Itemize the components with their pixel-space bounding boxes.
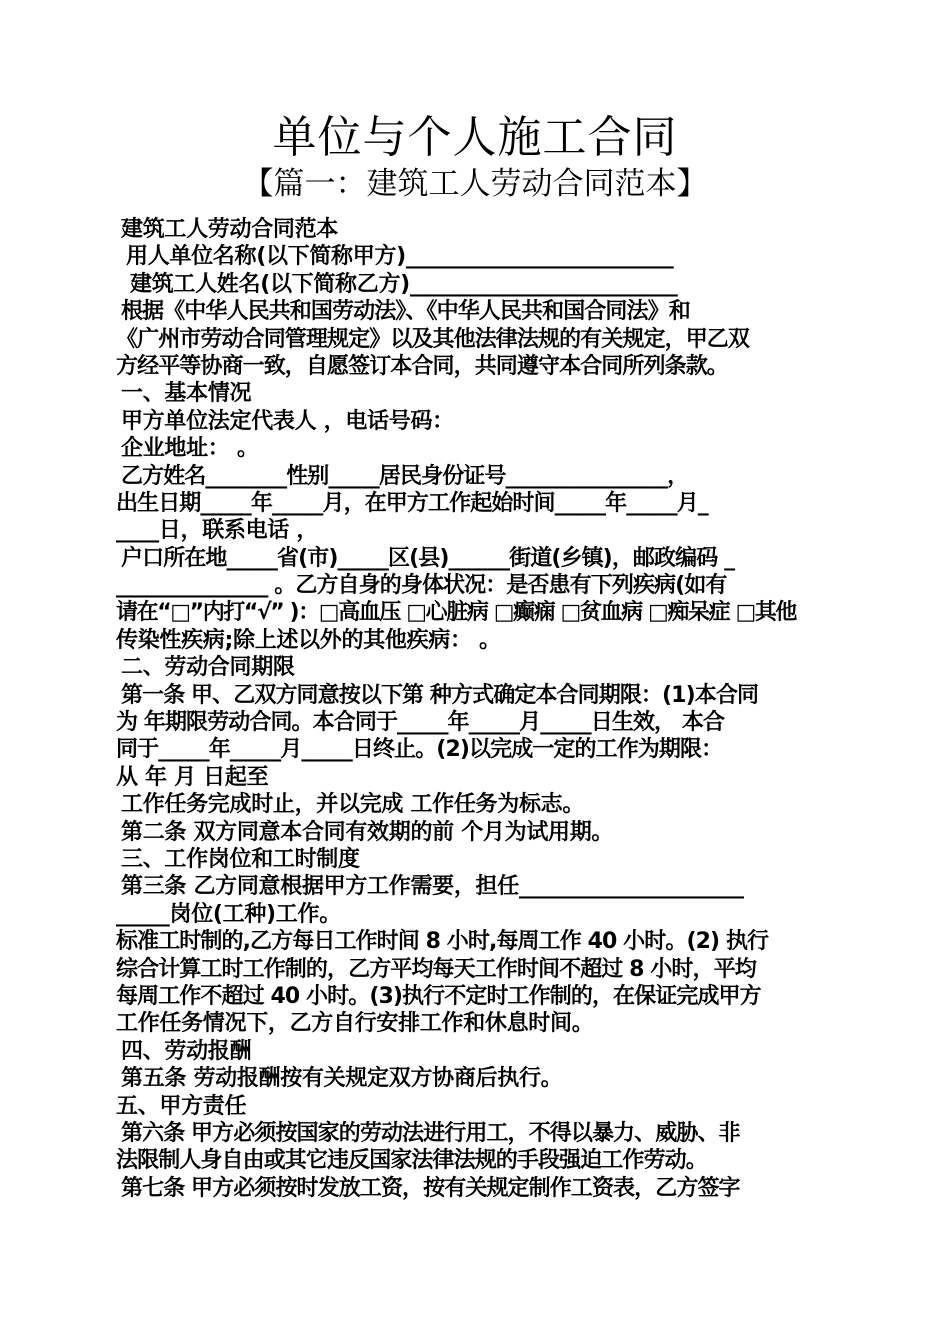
article-1-line-3: 同于_____年_____月_____日终止。(2)以完成一定的工作为期限：: [116, 737, 723, 763]
article-6-line-2: 法限制人身自由或其它违反国家法律法规的手段强迫工作劳动。: [116, 1148, 707, 1174]
section-heading-pay: 四、劳动报酬: [121, 1038, 252, 1064]
birth-date-line: 出生日期_____年_____月，在甲方工作起始时间_____年_____月_: [116, 490, 708, 516]
article-6-line-1: 第六条 甲方必须按国家的劳动法进行用工，不得以暴力、威胁、非: [121, 1120, 740, 1146]
disease-checkbox-line: 请在“□”内打“√” )：□高血压 □心脏病 □癫痫 □贫血病 □痴呆症 □其他: [116, 600, 797, 626]
preamble-line-1: 根据《中华人民共和国劳动法》、《中华人民共和国合同法》和: [121, 299, 690, 325]
section-heading-template: 建筑工人劳动合同范本: [121, 217, 339, 242]
article-7-line-1: 第七条 甲方必须按时发放工资，按有关规定制作工资表，乙方签字: [121, 1175, 740, 1201]
work-hours-line-2: 综合计算工时工作制的，乙方平均每天工作时间不超过 8 小时，平均: [116, 956, 756, 982]
worker-name-line: 建筑工人姓名(以下简称乙方)_________________________: [130, 271, 678, 297]
article-2-line: 第二条 双方同意本合同有效期的前 个月为试用期。: [121, 819, 614, 845]
article-5-line: 第五条 劳动报酬按有关规定双方协商后执行。: [121, 1066, 563, 1092]
work-hours-line-1: 标准工时制的,乙方每日工作时间 8 小时,每周工作 40 小时。(2) 执行: [116, 929, 769, 955]
article-1-line-2: 为 年期限劳动合同。本合同于_____年_____月_____日生效， 本合: [116, 710, 725, 736]
section-heading-basic-info: 一、基本情况: [121, 381, 252, 407]
other-disease-line: 传染性疾病;除上述以外的其他疾病： 。: [116, 627, 501, 653]
section-heading-position: 三、工作岗位和工时制度: [121, 846, 360, 872]
household-address-line: 户口所在地_____省(市)_____区(县)______街道(乡镇)，邮政编码 _: [121, 545, 735, 571]
document-subtitle: 【篇一：建筑工人劳动合同范本】: [242, 166, 708, 202]
work-hours-line-3: 每周工作不超过 40 小时。(3)执行不定时工作制的，在保证完成甲方: [116, 983, 761, 1009]
health-status-line: _______________ 。乙方自身的身体状况：是否患有下列疾病(如有: [116, 573, 727, 599]
work-hours-line-4: 工作任务情况下，乙方自行安排工作和休息时间。: [116, 1011, 594, 1037]
company-address-line: 企业地址： 。: [121, 436, 259, 462]
section-heading-employer-duty: 五、甲方责任: [116, 1093, 247, 1119]
article-3-line-1: 第三条 乙方同意根据甲方工作需要，担任_____________________: [121, 874, 744, 900]
employer-name-line: 用人单位名称(以下简称甲方)_________________________: [126, 244, 674, 270]
preamble-line-3: 方经平等协商一致，自愿签订本合同，共同遵守本合同所列条款。: [116, 353, 728, 379]
article-1-line-4: 从 年 月 日起至: [116, 764, 269, 790]
legal-rep-line: 甲方单位法定代表人 ，电话号码：: [121, 408, 454, 434]
contact-phone-line: ____日，联系电话 ，: [116, 518, 319, 544]
section-heading-term: 二、劳动合同期限: [121, 655, 295, 681]
article-3-line-2: _____岗位(工种)工作。: [116, 901, 341, 927]
article-1-line-5: 工作任务完成时止，并以完成 工作任务为标志。: [121, 792, 585, 818]
preamble-line-2: 《广州市劳动合同管理规定》以及其他法律法规的有关规定，甲乙双: [116, 326, 750, 352]
document-title: 单位与个人施工合同: [272, 112, 678, 163]
article-1-line-1: 第一条 甲、乙双方同意按以下第 种方式确定本合同期限：(1)本合同: [121, 682, 759, 708]
worker-info-line: 乙方姓名________性别_____居民身份证号________________，: [121, 463, 689, 489]
contract-body: [116, 216, 836, 1202]
